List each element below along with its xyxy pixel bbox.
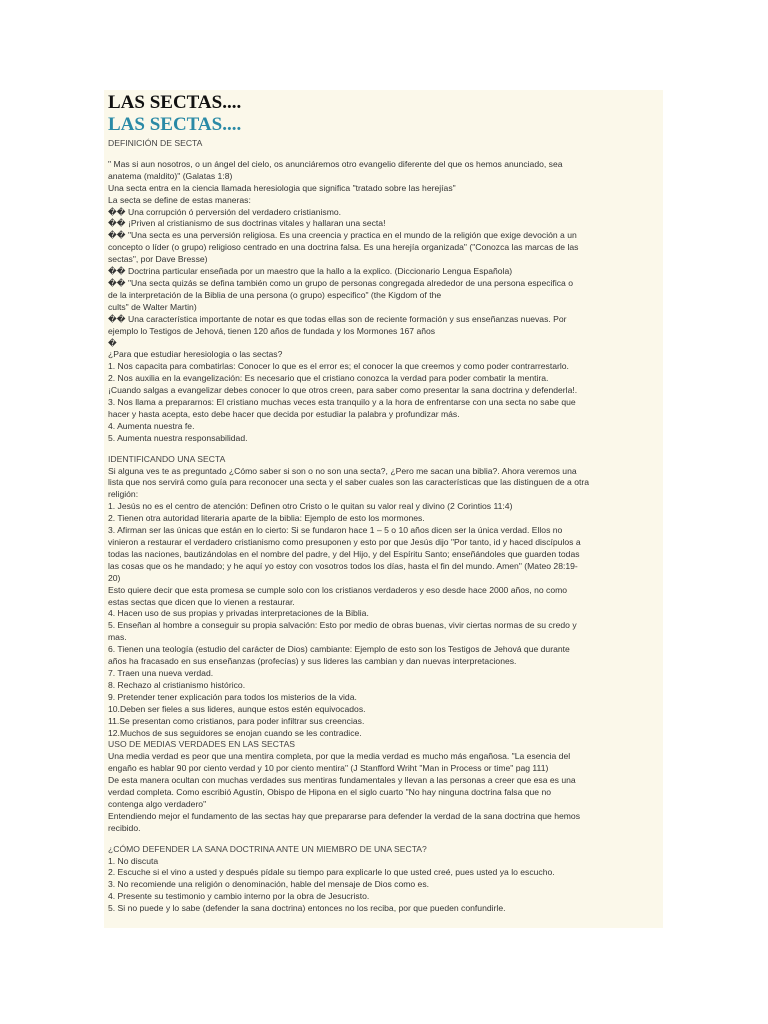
text-line: 9. Pretender tener explicación para todos los misterios de la vida. bbox=[108, 691, 357, 702]
text-line: 4. Aumenta nuestra fe. bbox=[108, 420, 195, 431]
paragraph-gap bbox=[108, 835, 659, 844]
text-line: 2. Escuche si el vino a usted y después pídale su tiempo para explicarle lo que usted creé, pues usted ya lo escucho. bbox=[108, 867, 555, 878]
section-heading: ¿CÓMO DEFENDER LA SANA DOCTRINA ANTE UN MIEMBRO DE UNA SECTA? bbox=[108, 843, 427, 854]
text-line: 1. Nos capacita para combatirlas: Conocer lo que es el error es; el conocer la que creemos y como poder contrarrestarlo. bbox=[108, 361, 569, 372]
text-line: 1. No discuta bbox=[108, 855, 159, 866]
text-line: 20) bbox=[108, 572, 121, 583]
text-line: concepto o líder (o grupo) religioso centrado en una doctrina falsa. Es una herejía organizada" ("Conozca las marcas de las bbox=[108, 242, 579, 253]
text-line: Entendiendo mejor el fundamento de las sectas hay que prepararse para defender la verdad de la sana doctrina que hemos bbox=[108, 810, 581, 821]
paragraph-gap bbox=[108, 150, 659, 159]
text-line: 4. Presente su testimonio y cambio interno por la obra de Jesucristo. bbox=[108, 891, 370, 902]
text-line: engaño es hablar 90 por ciento verdad y 10 por ciento mentira" (J Stanfford Wriht "Man in Process or time" pag 111) bbox=[108, 763, 549, 774]
text-line: anatema (maldito)" (Galatas 1:8) bbox=[108, 170, 233, 181]
text-line: 4. Hacen uso de sus propias y privadas interpretaciones de la Biblia. bbox=[108, 608, 369, 619]
text-line: 10.Deben ser fieles a sus lideres, aunque estos estén equivocados. bbox=[108, 703, 366, 714]
text-line: Una media verdad es peor que una mentira completa, por que la media verdad es mucho más engañosa. "La esencia del bbox=[108, 751, 571, 762]
text-line: �� Una corrupción ó perversión del verdadero cristianismo. bbox=[108, 206, 342, 217]
text-line: vinieron a restaurar el verdadero cristianismo como presuponen y esto por que Jesús dijo "Por tanto, id y haced discípulos a bbox=[108, 537, 581, 547]
document-body bbox=[108, 138, 659, 915]
text-line: 11.Se presentan como cristianos, para poder infiltrar sus creencias. bbox=[108, 715, 365, 726]
text-line: ejemplo lo Testigos de Jehová, tienen 120 años de fundada y los Mormones 167 años bbox=[108, 325, 436, 336]
section-heading: DEFINICIÓN DE SECTA bbox=[108, 138, 203, 148]
text-line: 3. Nos llama a prepararnos: El cristiano muchas veces esta tranquilo y a la hora de enfrentarse con una secta no sabe que bbox=[108, 397, 576, 408]
section-heading: USO DE MEDIAS VERDADES EN LAS SECTAS bbox=[108, 739, 296, 750]
text-line: verdad completa. Como escribió Agustín, Obispo de Hipona en el siglo cuarto "No hay ninguna doctrina falsa que no bbox=[108, 787, 552, 798]
text-line: años ha fracasado en sus enseñanzas (profecías) y sus lideres las cambian y dan nuevas interpretaciones. bbox=[108, 656, 517, 667]
text-line: hacer y hasta acepta, esto debe hacer que decida por estudiar la palabra y profundizar más. bbox=[108, 408, 460, 419]
text-line: Una secta entra en la ciencia llamada heresiologia que significa "tratado sobre las herejías" bbox=[108, 182, 456, 193]
text-line: 6. Tienen una teología (estudio del carácter de Dios) cambiante: Ejemplo de esto son los Testigos de Jehová que durante bbox=[108, 644, 570, 655]
text-line: estas sectas que dicen que lo vienen a restaurar. bbox=[108, 596, 295, 607]
text-line: 8. Rechazo al cristianismo histórico. bbox=[108, 679, 246, 690]
text-line: 3. Afirman ser las únicas que están en lo cierto: Si se fundaron hace 1 – 5 o 10 años dicen ser la única verdad. Ellos no bbox=[108, 525, 563, 536]
text-line: recibido. bbox=[108, 822, 141, 833]
text-line: de la interpretación de la Biblia de una persona (o grupo) especifico" (the Kigdom of the bbox=[108, 289, 442, 300]
text-line: 12.Muchos de sus seguidores se enojan cuando se les contradice. bbox=[108, 727, 362, 738]
text-line: Esto quiere decir que esta promesa se cumple solo con los cristianos verdaderos y eso desde hace 2000 años, no como bbox=[108, 584, 568, 595]
text-line: Si alguna ves te as preguntado ¿Cómo saber si son o no son una secta?, ¿Pero me sacan una biblia?. Ahora veremos una bbox=[108, 465, 577, 476]
text-line: �� "Una secta es una perversión religiosa. Es una creencia y practica en el mundo de la religión que exige devoción a un bbox=[108, 230, 577, 241]
text-line: De esta manera ocultan con muchas verdades sus mentiras fundamentales y llevan a las personas a creer que esa es una bbox=[108, 775, 576, 786]
text-line: 2. Nos auxilia en la evangelización: Es necesario que el cristiano conozca la verdad para poder combatir la mentira. bbox=[108, 373, 549, 384]
text-line: ¡Cuando salgas a evangelizar debes conocer lo que otros creen, para saber como presentar la sana doctrina y defenderla!. bbox=[108, 385, 578, 396]
text-line: � bbox=[108, 337, 117, 348]
text-line: �� ¡Priven al cristianismo de sus doctrinas vitales y hallaran una secta! bbox=[108, 218, 386, 229]
text-line: �� "Una secta quizás se defina también como un grupo de personas congregada alrededor de una persona especifica o bbox=[108, 277, 573, 288]
text-line: 5. Enseñan al hombre a conseguir su propia salvación: Esto por medio de obras buenas, vivir ciertas normas de su credo y bbox=[108, 620, 577, 631]
text-line: �� Una característica importante de notar es que todas ellas son de reciente formación y sus enseñanzas nuevas. Por bbox=[108, 313, 567, 324]
text-line: La secta se define de estas maneras: bbox=[108, 194, 251, 205]
text-line: 5. Aumenta nuestra responsabilidad. bbox=[108, 432, 248, 443]
text-line: 1. Jesús no es el centro de atención: Definen otro Cristo o le quitan su valor real y divino (2 Corintios 11:4) bbox=[108, 501, 513, 512]
paragraph-gap bbox=[108, 445, 659, 454]
section-heading: IDENTIFICANDO UNA SECTA bbox=[108, 453, 226, 464]
text-line: mas. bbox=[108, 632, 127, 643]
text-line: las cosas que os he mandado; y he aquí yo estoy con vosotros todos los días, hasta el fin del mundo. Amen" (Mateo 28:19- bbox=[108, 560, 578, 571]
text-line: lista que nos servirá como guía para reconocer una secta y el saber cuales son las características que las distinguen de a otra bbox=[108, 477, 590, 488]
document-title: LAS SECTAS.... bbox=[108, 92, 242, 113]
text-line: 3. No recomiende una religión o denominación, hable del mensaje de Dios como es. bbox=[108, 879, 430, 890]
text-line: contenga algo verdadero" bbox=[108, 798, 207, 809]
text-line: todas las naciones, bautizándolas en el nombre del padre, y del Hijo, y del Espíritu Santo; enseñándoles que guarden todas bbox=[108, 548, 580, 559]
text-line: religión: bbox=[108, 489, 139, 500]
text-line: �� Doctrina particular enseñada por un maestro que la hallo a la explico. (Diccionario Lengua Española) bbox=[108, 266, 513, 277]
text-line: ¿Para que estudiar heresiologia o las sectas? bbox=[108, 349, 283, 360]
text-line: 7. Traen una nueva verdad. bbox=[108, 667, 214, 678]
document-subtitle: LAS SECTAS.... bbox=[108, 114, 242, 135]
text-line: sectas", por Dave Bresse) bbox=[108, 254, 208, 265]
text-line: 2. Tienen otra autoridad literaria aparte de la biblia: Ejemplo de esto los mormones. bbox=[108, 513, 425, 524]
text-line: cults" de Walter Martin) bbox=[108, 301, 197, 312]
text-line: " Mas si aun nosotros, o un ángel del cielo, os anunciáremos otro evangelio diferente del que os hemos anunciado, sea bbox=[108, 158, 563, 169]
document-page bbox=[104, 90, 663, 928]
text-line: 5. Si no puede y lo sabe (defender la sana doctrina) entonces no los reciba, por que pueden confundirle. bbox=[108, 903, 506, 914]
